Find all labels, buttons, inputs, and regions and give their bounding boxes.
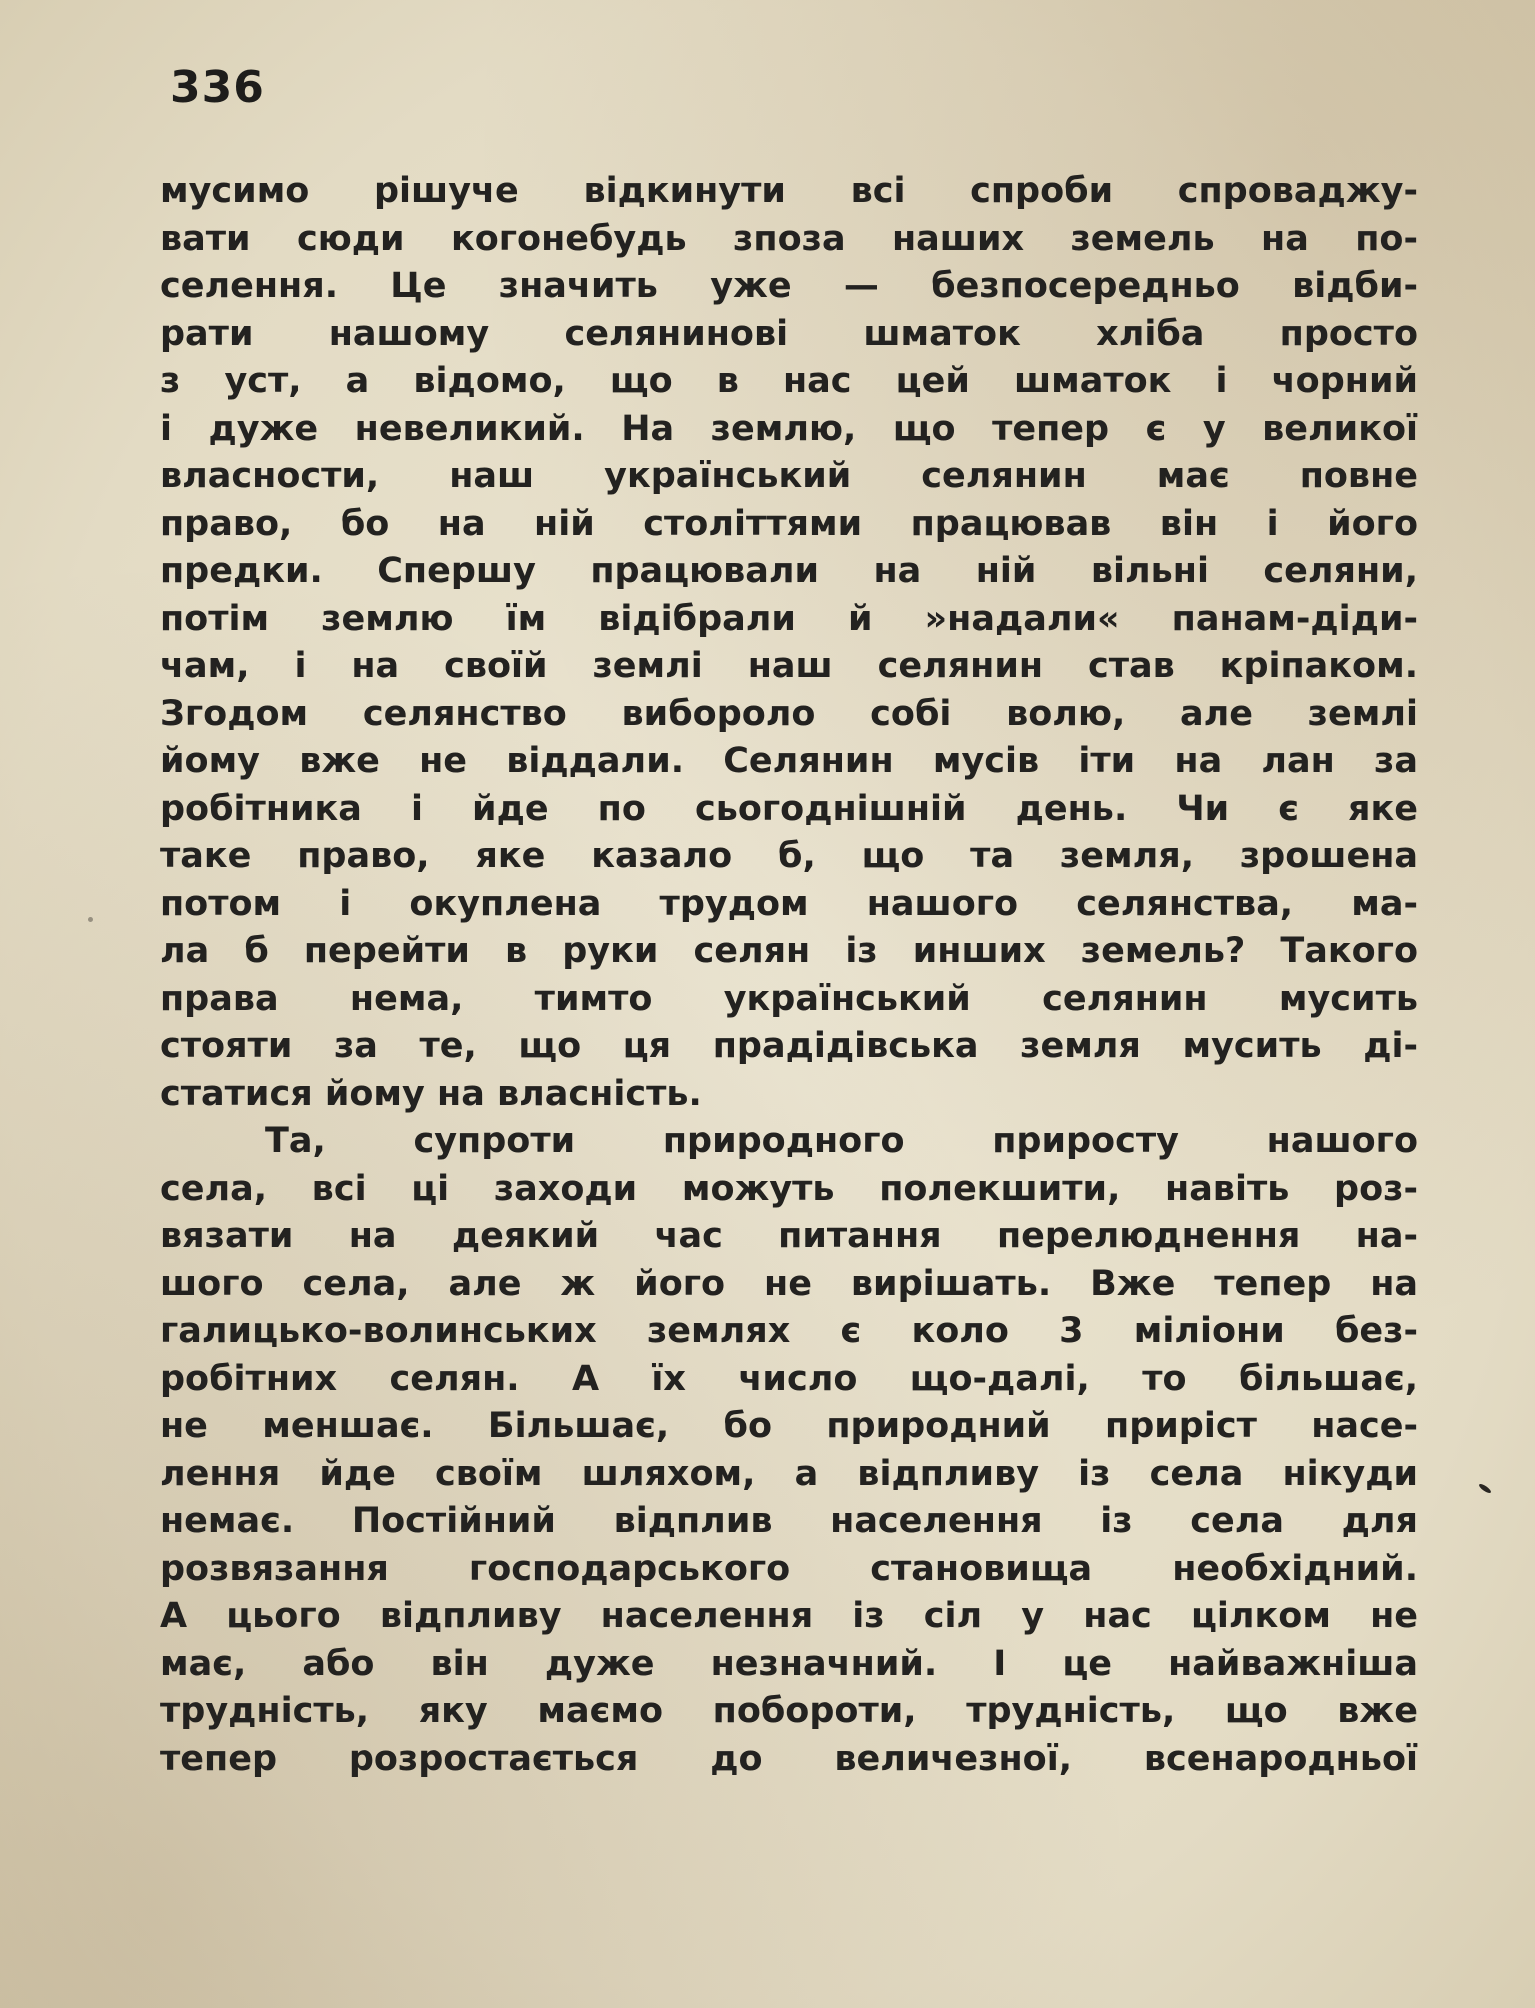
text-line: статися йому на власність. [160,1073,702,1114]
text-line: вязати на деякий час питання перелюднення на- [160,1216,1418,1256]
text-line: потом і окуплена трудом нашого селянства, ма- [160,883,1418,924]
text-line: Та, супроти природного приросту нашого [265,1121,1418,1161]
text-line: право, бо на ній століттями працював він і його [160,503,1418,544]
text-line: вати сюди когонебудь зпоза наших земель на по- [160,218,1418,259]
text-line: і дуже невеликий. На землю, що тепер є у великої [160,408,1418,449]
body-text [160,168,1418,1783]
text-line: права нема, тимто український селянин мусить [160,978,1418,1019]
text-line: з уст, а відомо, що в нас цей шматок і чорний [160,361,1418,401]
text-line: ла б перейти в руки селян із инших земель? Такого [160,931,1418,971]
text-line: робітних селян. А їх число що-далі, то більшає, [160,1358,1418,1399]
text-line: немає. Постійний відплив населення із села для [160,1501,1418,1541]
ink-speck [88,917,93,922]
text-line: власности, наш український селянин має повне [160,456,1418,496]
text-line: селення. Це значить уже — безпосередньо відби- [160,266,1418,306]
text-line: лення йде своїм шляхом, а відпливу із села нікуди [160,1453,1418,1494]
text-line: робітника і йде по сьогоднішній день. Чи є яке [160,788,1418,829]
text-line: стояти за те, що ця прадідівська земля мусить ді- [160,1026,1418,1066]
text-line: розвязання господарського становища необхідний. [160,1548,1418,1589]
ink-speck [1478,1482,1492,1494]
paragraph-2 [160,1118,1418,1783]
text-line: таке право, яке казало б, що та земля, зрошена [160,836,1418,876]
text-line: потім землю їм відібрали й »надали« панам-діди- [160,598,1418,639]
paragraph-1 [160,168,1418,1118]
text-line: села, всі ці заходи можуть полекшити, навіть роз- [160,1168,1418,1209]
text-line: шого села, але ж його не вирішать. Вже тепер на [160,1263,1418,1304]
text-line: Згодом селянство вибороло собі волю, але землі [160,693,1418,734]
text-line: йому вже не віддали. Селянин мусів іти на лан за [160,741,1418,781]
text-line: трудність, яку маємо побороти, трудність, що вже [160,1691,1418,1731]
text-line: мусимо рішуче відкинути всі спроби спроваджу- [160,171,1418,211]
text-line: не меншає. Більшає, бо природний приріст насе- [160,1406,1418,1446]
text-line: А цього відпливу населення із сіл у нас цілком не [160,1596,1418,1636]
text-line: предки. Спершу працювали на ній вільні селяни, [160,551,1418,591]
text-line: рати нашому селянинові шматок хліба просто [160,313,1418,354]
text-line: тепер розростається до величезної, всенародньої [160,1738,1418,1779]
page-number: 336 [170,62,265,113]
text-line: галицько-волинських землях є коло 3 мілiони без- [160,1311,1418,1351]
text-line: чам, і на своїй землі наш селянин став кріпаком. [160,646,1418,686]
text-line: має, або він дуже незначний. І це найважніша [160,1643,1418,1684]
